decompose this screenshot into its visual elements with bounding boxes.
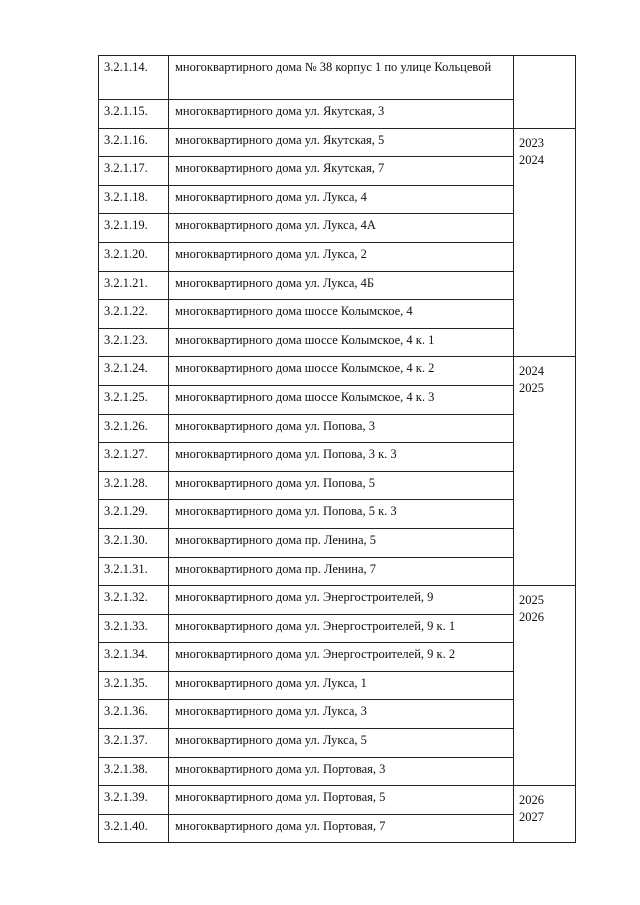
row-number: 3.2.1.35. <box>99 671 169 700</box>
row-description: многоквартирного дома ул. Лукса, 4Б <box>169 271 514 300</box>
table-row <box>99 414 576 443</box>
row-description: многоквартирного дома пр. Ленина, 5 <box>169 528 514 557</box>
row-number: 3.2.1.29. <box>99 500 169 529</box>
table-row <box>99 614 576 643</box>
row-number: 3.2.1.21. <box>99 271 169 300</box>
row-description: многоквартирного дома шоссе Колымское, 4 к. 2 <box>169 357 514 386</box>
table-row <box>99 557 576 586</box>
row-number: 3.2.1.39. <box>99 786 169 815</box>
year-start: 2025 <box>519 593 544 608</box>
row-number: 3.2.1.31. <box>99 557 169 586</box>
table-row <box>99 100 576 129</box>
table-row <box>99 128 576 157</box>
row-number: 3.2.1.18. <box>99 185 169 214</box>
year-end: 2025 <box>519 381 544 396</box>
table-row <box>99 528 576 557</box>
year-start: 2023 <box>519 135 544 150</box>
table-row <box>99 443 576 472</box>
row-description: многоквартирного дома шоссе Колымское, 4 <box>169 300 514 329</box>
row-description: многоквартирного дома ул. Якутская, 7 <box>169 157 514 186</box>
row-number: 3.2.1.25. <box>99 385 169 414</box>
row-description: многоквартирного дома ул. Попова, 5 к. 3 <box>169 500 514 529</box>
row-number: 3.2.1.24. <box>99 357 169 386</box>
row-description: многоквартирного дома ул. Лукса, 5 <box>169 729 514 758</box>
works-table <box>98 55 576 843</box>
table-row <box>99 500 576 529</box>
row-number: 3.2.1.36. <box>99 700 169 729</box>
row-number: 3.2.1.19. <box>99 214 169 243</box>
table-row <box>99 271 576 300</box>
row-description: многоквартирного дома № 38 корпус 1 по улице Кольцевой <box>169 56 514 100</box>
table-row <box>99 214 576 243</box>
table-row <box>99 729 576 758</box>
row-number: 3.2.1.17. <box>99 157 169 186</box>
table-row <box>99 56 576 100</box>
row-number: 3.2.1.33. <box>99 614 169 643</box>
table-row <box>99 471 576 500</box>
row-number: 3.2.1.34. <box>99 643 169 672</box>
row-number: 3.2.1.14. <box>99 56 169 100</box>
row-number: 3.2.1.38. <box>99 757 169 786</box>
row-description: многоквартирного дома ул. Лукса, 4А <box>169 214 514 243</box>
table-row <box>99 328 576 357</box>
table-row <box>99 157 576 186</box>
year-cell <box>514 128 576 357</box>
row-description: многоквартирного дома ул. Попова, 3 <box>169 414 514 443</box>
row-description: многоквартирного дома пр. Ленина, 7 <box>169 557 514 586</box>
row-description: многоквартирного дома шоссе Колымское, 4 к. 1 <box>169 328 514 357</box>
table-row <box>99 643 576 672</box>
row-number: 3.2.1.23. <box>99 328 169 357</box>
table-row <box>99 671 576 700</box>
row-number: 3.2.1.26. <box>99 414 169 443</box>
row-number: 3.2.1.28. <box>99 471 169 500</box>
row-number: 3.2.1.15. <box>99 100 169 129</box>
row-description: многоквартирного дома ул. Попова, 3 к. 3 <box>169 443 514 472</box>
year-cell <box>514 786 576 843</box>
row-description: многоквартирного дома ул. Портовая, 7 <box>169 814 514 843</box>
table-row <box>99 757 576 786</box>
row-description: многоквартирного дома ул. Лукса, 4 <box>169 185 514 214</box>
table-row <box>99 385 576 414</box>
row-number: 3.2.1.16. <box>99 128 169 157</box>
table-row <box>99 786 576 815</box>
year-start: 2026 <box>519 793 544 808</box>
row-number: 3.2.1.20. <box>99 242 169 271</box>
row-number: 3.2.1.37. <box>99 729 169 758</box>
row-description: многоквартирного дома ул. Лукса, 2 <box>169 242 514 271</box>
row-number: 3.2.1.22. <box>99 300 169 329</box>
row-description: многоквартирного дома ул. Энергостроителей, 9 к. 1 <box>169 614 514 643</box>
row-description: многоквартирного дома ул. Попова, 5 <box>169 471 514 500</box>
year-cell <box>514 56 576 129</box>
table-row <box>99 357 576 386</box>
table-row <box>99 814 576 843</box>
table-row <box>99 300 576 329</box>
row-description: многоквартирного дома шоссе Колымское, 4 к. 3 <box>169 385 514 414</box>
row-number: 3.2.1.27. <box>99 443 169 472</box>
year-cell <box>514 586 576 786</box>
row-description: многоквартирного дома ул. Энергостроителей, 9 к. 2 <box>169 643 514 672</box>
row-description: многоквартирного дома ул. Якутская, 5 <box>169 128 514 157</box>
table-row <box>99 185 576 214</box>
year-cell <box>514 357 576 586</box>
row-description: многоквартирного дома ул. Портовая, 5 <box>169 786 514 815</box>
row-number: 3.2.1.30. <box>99 528 169 557</box>
row-description: многоквартирного дома ул. Энергостроителей, 9 <box>169 586 514 615</box>
table-row <box>99 586 576 615</box>
row-description: многоквартирного дома ул. Портовая, 3 <box>169 757 514 786</box>
row-number: 3.2.1.32. <box>99 586 169 615</box>
year-end: 2027 <box>519 810 544 825</box>
table-row <box>99 242 576 271</box>
table-row <box>99 700 576 729</box>
year-end: 2024 <box>519 152 544 167</box>
year-end: 2026 <box>519 610 544 625</box>
row-description: многоквартирного дома ул. Лукса, 3 <box>169 700 514 729</box>
row-description: многоквартирного дома ул. Лукса, 1 <box>169 671 514 700</box>
year-start: 2024 <box>519 364 544 379</box>
row-number: 3.2.1.40. <box>99 814 169 843</box>
row-description: многоквартирного дома ул. Якутская, 3 <box>169 100 514 129</box>
